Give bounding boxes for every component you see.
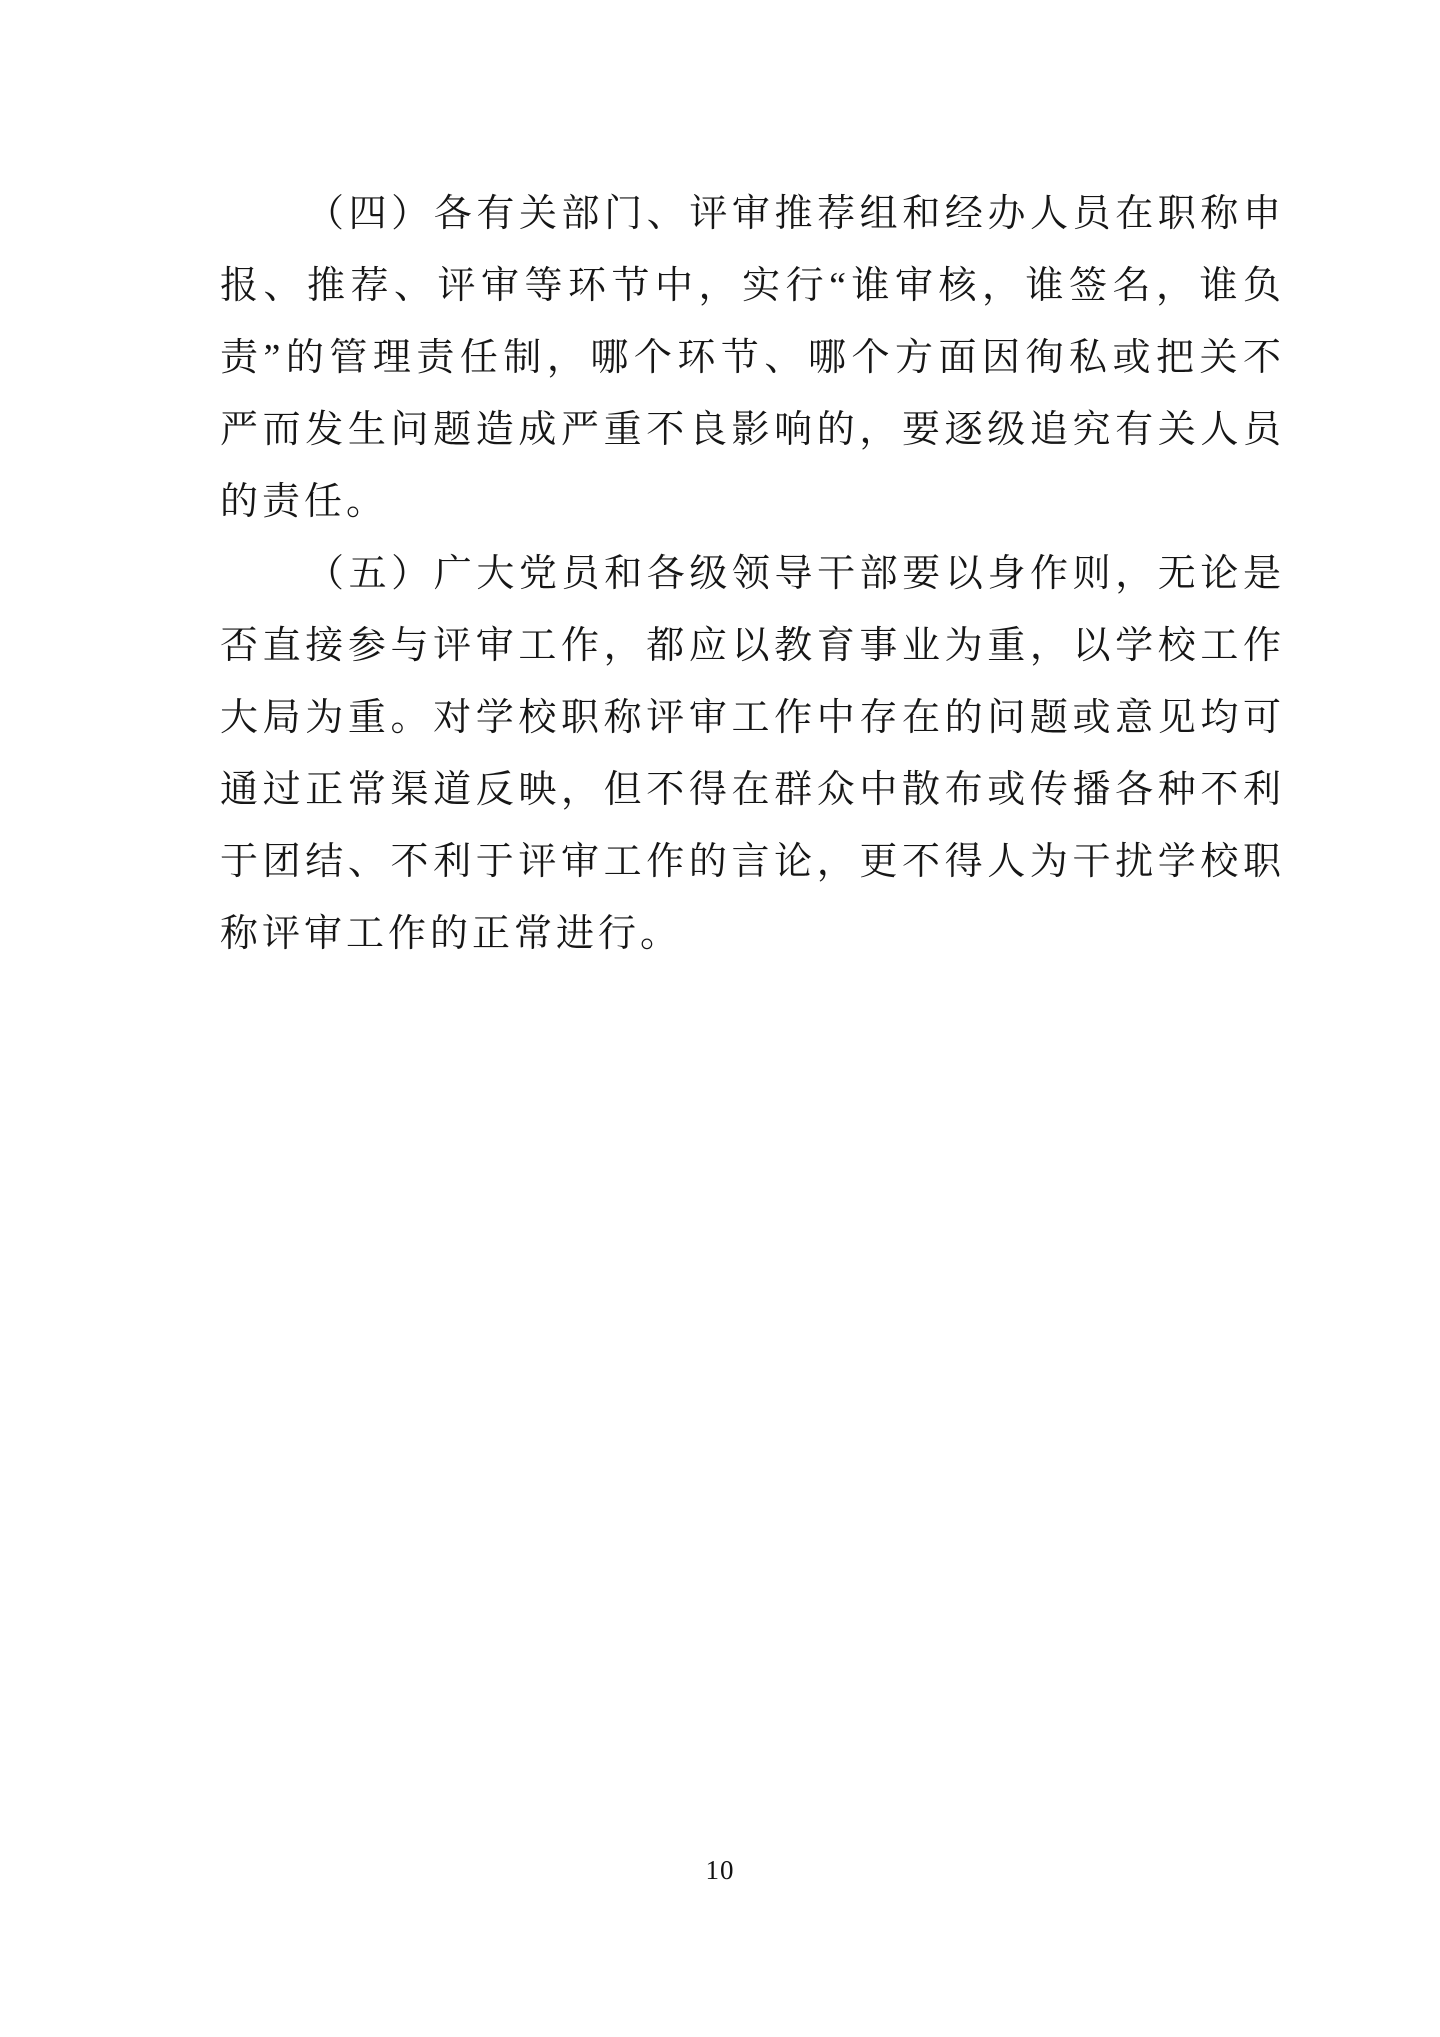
paragraph-item-4: （四）各有关部门、评审推荐组和经办人员在职称申报、推荐、评审等环节中，实行“谁审核，谁签名，谁负责”的管理责任制，哪个环节、哪个方面因徇私或把关不严而发生问题造成严重不良影响的，要逐级追究有关人员的责任。: [220, 193, 1285, 523]
document-body: [220, 178, 1285, 970]
paragraph-item-5: （五）广大党员和各级领导干部要以身作则，无论是否直接参与评审工作，都应以教育事业为重，以学校工作大局为重。对学校职称评审工作中存在的问题或意见均可通过正常渠道反映，但不得在群众中散布或传播各种不利于团结、不利于评审工作的言论，更不得人为干扰学校职称评审工作的正常进行。: [220, 553, 1285, 955]
page-number: 10: [705, 1855, 735, 1885]
